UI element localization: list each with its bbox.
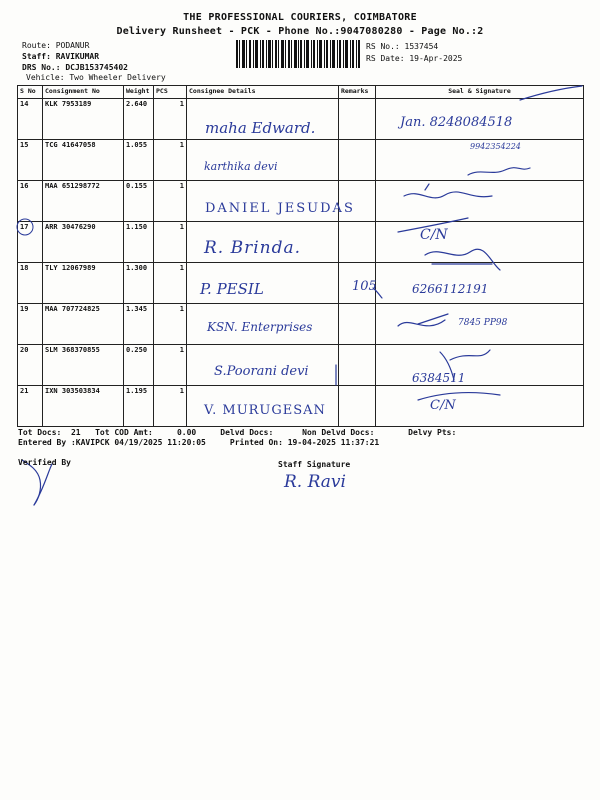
cell-consignment: ARR 30476290 bbox=[43, 222, 124, 263]
handwritten-seal: C/N bbox=[430, 398, 456, 413]
cell-sno: 15 bbox=[18, 140, 43, 181]
handwritten-remark: 105 bbox=[352, 279, 377, 294]
handwritten-consignee: KSN. Enterprises bbox=[207, 320, 313, 334]
cell-consignment: MAA 651298772 bbox=[43, 181, 124, 222]
cell-weight: 1.300 bbox=[124, 263, 154, 304]
cell-pcs: 1 bbox=[154, 99, 187, 140]
verified-by-label: Verified By bbox=[18, 458, 71, 467]
col-header-remarks: Remarks bbox=[339, 86, 376, 99]
handwritten-seal: C/N bbox=[420, 227, 448, 243]
cell-consignment: KLK 7953189 bbox=[43, 99, 124, 140]
cell-sno: 20 bbox=[18, 345, 43, 386]
staff-signature: R. Ravi bbox=[284, 472, 346, 492]
handwritten-consignee: R. Brinda. bbox=[204, 238, 302, 258]
signature-stroke bbox=[404, 192, 492, 198]
cell-weight: 1.150 bbox=[124, 222, 154, 263]
signature-stroke bbox=[450, 350, 490, 360]
handwritten-consignee: P. PESIL bbox=[200, 280, 264, 298]
col-header-consignee: Consignee Details bbox=[187, 86, 339, 99]
col-header-consignment: Consignment No bbox=[43, 86, 124, 99]
cell-weight: 1.195 bbox=[124, 386, 154, 427]
cell-consignment: MAA 707724825 bbox=[43, 304, 124, 345]
cell-pcs: 1 bbox=[154, 345, 187, 386]
runsheet-subtitle: Delivery Runsheet - PCK - Phone No.:9047080280 - Page No.:2 bbox=[116, 26, 484, 37]
cell-pcs: 1 bbox=[154, 304, 187, 345]
runsheet-title: THE PROFESSIONAL COURIERS, COIMBATORE bbox=[183, 12, 417, 23]
handwritten-consignee: maha Edward. bbox=[205, 119, 316, 137]
vehicle-label: Vehicle: Two Wheeler Delivery bbox=[26, 73, 166, 82]
cell-consignment: SLM 368370855 bbox=[43, 345, 124, 386]
rs-date: RS Date: 19-Apr-2025 bbox=[366, 54, 463, 63]
col-header-sno: S No bbox=[18, 86, 43, 99]
handwritten-seal: 9942354224 bbox=[470, 142, 521, 151]
signature-stroke bbox=[425, 184, 429, 190]
cell-consignment: TLY 12067989 bbox=[43, 263, 124, 304]
cell-weight: 0.250 bbox=[124, 345, 154, 386]
signature-stroke bbox=[418, 314, 448, 324]
cell-weight: 1.345 bbox=[124, 304, 154, 345]
cell-sno: 17 bbox=[18, 222, 43, 263]
signature-stroke bbox=[373, 288, 382, 298]
cell-sno: 14 bbox=[18, 99, 43, 140]
handwritten-seal: 6266112191 bbox=[412, 282, 489, 296]
cell-pcs: 1 bbox=[154, 181, 187, 222]
cell-sno: 21 bbox=[18, 386, 43, 427]
handwritten-seal: 6384511 bbox=[412, 371, 466, 385]
staff-signature-label: Staff Signature bbox=[278, 460, 351, 469]
handwritten-consignee: S.Poorani devi bbox=[214, 364, 309, 379]
handwritten-consignee: V. MURUGESAN bbox=[204, 403, 326, 418]
cell-consignment: TCG 41647058 bbox=[43, 140, 124, 181]
handwritten-consignee: karthika devi bbox=[204, 160, 278, 173]
cell-consignment: IXN 303503834 bbox=[43, 386, 124, 427]
col-header-pcs: PCS bbox=[154, 86, 187, 99]
handwritten-consignee: DANIEL JESUDAS bbox=[205, 201, 355, 216]
drs-number: DRS No.: DCJB153745402 bbox=[22, 63, 128, 72]
cell-pcs: 1 bbox=[154, 263, 187, 304]
footer-totals: Tot Docs: 21 Tot COD Amt: 0.00 Delvd Docs: Non Delvd Docs: Delvy Pts: bbox=[18, 428, 457, 437]
route-label: Route: PODANUR bbox=[22, 41, 90, 50]
row-marker-circle bbox=[17, 219, 33, 235]
cell-weight: 2.640 bbox=[124, 99, 154, 140]
cell-sno: 19 bbox=[18, 304, 43, 345]
signature-stroke bbox=[34, 464, 52, 505]
signature-stroke bbox=[398, 218, 468, 232]
signature-stroke bbox=[520, 86, 582, 100]
cell-weight: 1.055 bbox=[124, 140, 154, 181]
footer-entered: Entered By :KAVIPCK 04/19/2025 11:20:05 Printed On: 19-04-2025 11:37:21 bbox=[18, 438, 380, 447]
col-header-seal: Seal & Signature bbox=[376, 86, 584, 99]
cell-pcs: 1 bbox=[154, 222, 187, 263]
handwritten-seal: 7845 PP98 bbox=[458, 318, 508, 328]
cell-weight: 0.155 bbox=[124, 181, 154, 222]
signature-stroke bbox=[440, 352, 454, 380]
cell-sno: 16 bbox=[18, 181, 43, 222]
rs-number: RS No.: 1537454 bbox=[366, 42, 439, 51]
signature-stroke bbox=[468, 168, 530, 175]
cell-pcs: 1 bbox=[154, 140, 187, 181]
cell-sno: 18 bbox=[18, 263, 43, 304]
signature-stroke bbox=[418, 393, 500, 400]
signature-stroke bbox=[425, 249, 500, 270]
handwritten-seal: Jan. 8248084518 bbox=[400, 115, 513, 130]
staff-label: Staff: RAVIKUMAR bbox=[22, 52, 100, 61]
col-header-weight: Weight bbox=[124, 86, 154, 99]
cell-pcs: 1 bbox=[154, 386, 187, 427]
